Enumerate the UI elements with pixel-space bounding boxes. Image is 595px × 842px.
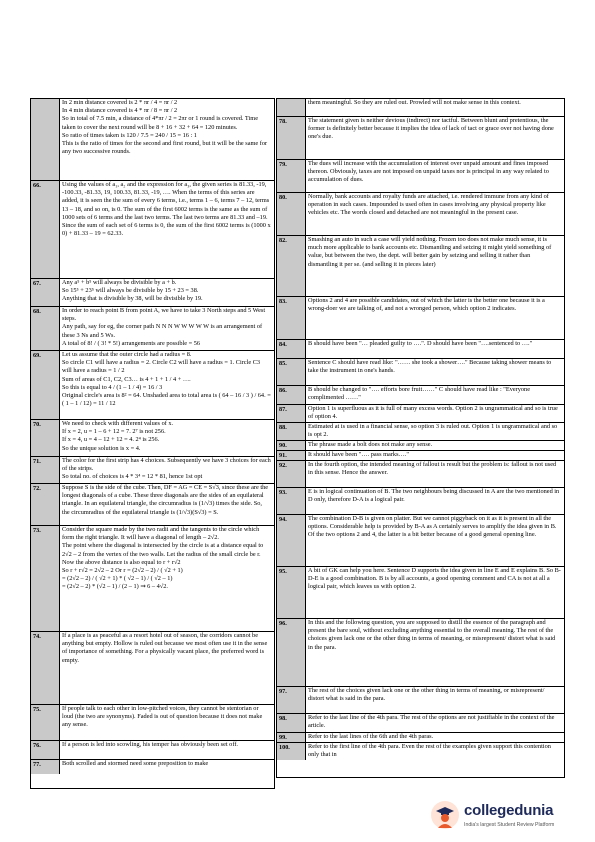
- question-number: 84.: [277, 340, 306, 358]
- question-number: 88.: [277, 423, 306, 440]
- explanation-text: It should have been "…. pass marks….": [308, 451, 409, 458]
- explanation-text: Any a⁵ + b⁵ will always be divisible by a + b. So 15⁵ + 23⁵ will always be divisible by 15 + 23 = 38. Anything that is divisible by 38, will be divisible by 19.: [62, 279, 203, 303]
- explanation-row: [277, 405, 564, 423]
- question-number: 90.: [277, 441, 306, 450]
- explanation-row: [277, 567, 564, 619]
- question-number: 83.: [277, 297, 306, 339]
- explanation-row: [277, 461, 564, 488]
- explanation-text: them meaningful. So they are ruled out. Prowled will not make sense in this context.: [308, 99, 521, 106]
- explanation-row: [31, 279, 274, 307]
- question-number: 67.: [31, 279, 60, 306]
- footer-brand: [430, 798, 590, 838]
- brand-name: collegedunia: [464, 802, 554, 819]
- question-number: 95.: [277, 567, 306, 618]
- question-number: 96.: [277, 619, 306, 686]
- explanation-row: [277, 359, 564, 386]
- brand-tagline: India's largest Student Review Platform: [464, 822, 555, 828]
- explanation-text: Let us assume that the outer circle had a radius = 8. So circle C1 will have a radius = 2. Circle C2 will have a radius = 1. Circle C3 will have a radius = 1 / 2 Sum of areas of C1, C2, C3… is 4 + 1 + 1 / 4 + …. So this is equal to 4 / (1 – 1 / 4) = 16 / 3 Original circle's area is 8² = 64. Unshaded area to total area is ( 64 – 16 / 3 ) / 64. = ( 1 – 1 / 12) = 11 / 12: [62, 351, 271, 408]
- explanation-text: The statement given is neither devious (indirect) nor tactful. Between blunt and pretentious, the former is definitely better because it implies the idea of lack of tact or grace over not having done one's due.: [308, 117, 554, 141]
- explanation-text: Refer to the last line of the 4th para. The rest of the options are not justifiable in the context of the article.: [308, 714, 555, 730]
- explanation-row: [277, 733, 564, 743]
- explanation-row: [31, 181, 274, 279]
- question-number: 86.: [277, 386, 306, 404]
- left-column: [30, 98, 275, 789]
- explanation-row: [31, 526, 274, 632]
- explanation-text: In order to reach point B from point A, we have to take 3 North steps and 5 West steps. Any path, say for eg, the corner path N N N W W W W W is an arrangement of these 3 Ns and 5 Ws. A total of 8! / ( 3! * 5!) arrangements are possible = 56: [62, 307, 266, 347]
- explanation-row: [277, 236, 564, 297]
- question-number: 75.: [31, 705, 60, 740]
- explanation-row: [31, 420, 274, 457]
- explanation-row: [31, 351, 274, 420]
- question-number: 69.: [31, 351, 60, 419]
- explanation-text: In this and the following question, you are supposed to distill the essence of the paragraph and present the bare soul, without excluding anything essential to the overall meaning. The rest of the choices given lack one or the other thing in terms of meaning, or misrepresent/ distort what is said in the para.: [308, 619, 556, 651]
- explanation-text: Smashing an auto in such a case will yield nothing. Frozen too does not make much sense, it is much more applicable to bank accounts etc. Dismantling and seizing it might yield something of value, but between the two, the dept. will better gain by seizing and selling it rather than dismantling it per se. (and selling it in pieces later): [308, 236, 552, 268]
- explanation-row: [31, 457, 274, 484]
- question-number: 73.: [31, 526, 60, 631]
- explanation-row: [277, 193, 564, 236]
- right-column: [276, 98, 565, 778]
- explanation-text: In 2 min distance covered is 2 * πr / 4 = πr / 2 In 4 min distance covered is 4 * πr / 8 = πr / 2 So in total of 7.5 min, a distance of 4*πr / 2 = 2πr or 1 round is covered. Time taken to cover the next round will be 8 + 16 + 32 + 64 = 120 minutes. So ratio of times taken is 120 / 7.5 = 240 / 15 = 16 : 1 This is the ratio of times for the second and first round, but it will be the same for any two successive rounds.: [62, 99, 268, 156]
- explanation-row: [277, 99, 564, 117]
- explanation-text: Refer to the first line of the 4th para. Even the rest of the examples given support this contention only that in: [308, 743, 551, 759]
- question-number: 85.: [277, 359, 306, 385]
- explanation-row: [277, 441, 564, 451]
- question-number: 78.: [277, 117, 306, 159]
- explanation-text: E is in logical continuation of B. The two neighbours being discussed in A are the two mentioned in D only, therefore D-A is a logical pair.: [308, 488, 560, 504]
- graduate-cap-person-icon: [430, 800, 460, 830]
- explanation-row: [31, 307, 274, 351]
- explanation-row: [31, 741, 274, 760]
- explanation-row: [31, 705, 274, 741]
- explanation-row: [277, 160, 564, 193]
- explanation-row: [277, 451, 564, 461]
- explanation-row: [277, 488, 564, 515]
- explanation-row: [277, 386, 564, 405]
- explanation-text: Using the values of a₁, a₂ and the expression for a₃, the given series is 81.33, -19, -100.33, -81.33, 19, 100.33, 81.33, -19, …. When the terms of this series are added, it is seen the the sum of every 6 terms, i.e., terms 1 – 6, terms 7 – 12, terms 13 – 18, and so on, is 0. The sum of the first 6002 terms is the same as the sum of 1000 sets of 6 terms and the last two terms. The last two terms are 81.33 and –19. Since the sum of each set of 6 terms is 0, the sum of the first 6002 terms is (1000 x 0) + 81.33 – 19 = 62.33.: [62, 181, 271, 238]
- explanation-text: Normally, bank accounts and royalty funds are attached, i.e. rendered immune from any kind of operation in such cases. Impounded is used often in cases involving any physical property like vehicles etc. The words closed and detached are not meaningful in the present case.: [308, 193, 549, 217]
- explanation-row: [31, 632, 274, 705]
- question-number: 66.: [31, 181, 60, 278]
- explanation-text: A bit of GK can help you here. Sentence D supports the idea given in line E and E explains B. So B-D-E is a good combination. B is by all accounts, a good opening comment and CA is not at all a logical pair, which leaves us with option 2.: [308, 567, 561, 591]
- explanation-text: If a person is led into scowling, his temper has obviously been set off.: [62, 741, 238, 748]
- explanation-text: The rest of the choices given lack one or the other thing in terms of meaning, or misrepresent/ distort what is said in the para.: [308, 687, 545, 703]
- question-number: 87.: [277, 405, 306, 422]
- question-number: 94.: [277, 515, 306, 566]
- question-number: 82.: [277, 236, 306, 296]
- question-number: 99.: [277, 733, 306, 742]
- explanation-row: [277, 687, 564, 714]
- explanation-text: The combination D-B is given on platter. But we cannot piggyback on it as it is present in all the options. Considerable help is provided by B-A as A certainly serves to amplify the idea given in B. Of the two options 2 and 4, the latter is a bit better because of a good general opening line.: [308, 515, 557, 539]
- question-number: [31, 99, 60, 180]
- question-number: 72.: [31, 484, 60, 525]
- question-number: 79.: [277, 160, 306, 192]
- explanation-text: Refer to the last lines of the 6th and the 4th paras.: [308, 733, 434, 740]
- explanation-text: Consider the square made by the two radii and the tangents to the circle which form the right triangle. It will have a diagonal of length – 2√2. The point where the diagonal is intersected by the circle is at a distance equal to 2√2 – 2 from the vertex of the two walls. Let the radius of the small circle be r. Now the above distance is also equal to r + r√2 So r + r√2 = 2√2 – 2 Or r = (2√2 – 2) / ( √2 + 1) = (2√2 – 2) / ( √2 + 1) * ( √2 – 1) / ( √2 – 1) = (2√2 – 2) * (√2 – 1) / (2 – 1) ⇒ 6 – 4√2.: [62, 526, 264, 591]
- explanation-row: [277, 714, 564, 733]
- explanation-row: [31, 484, 274, 526]
- explanation-text: The color for the first strip has 4 choices. Subsequently we have 3 choices for each of the strips. So total no. of choices is 4 * 3⁴ = 12 * 81, hence 1st opt: [62, 457, 271, 481]
- explanation-text: The dues will increase with the accumulation of interest over unpaid amount and fines imposed thereon. Obviously, taxes are not imposed on unpaid taxes nor is principal in any way related to accumulation of dues.: [308, 160, 549, 184]
- explanation-row: [277, 117, 564, 160]
- explanation-text: B should be changed to "…. efforts bore fruit……" C should have read like : "Everyone complimented ……": [308, 386, 530, 402]
- explanation-text: Suppose S is the side of the cube. Then, DF = AG = CE = S√3, since these are the longest diagonals of a cube. These three diagonals are the sides of an equilateral triangle. In an equilateral triangle, the circumradius is (1/√3) times the side. So, the circumradius of the equilateral triangle is (1/√3)(S√3) = S.: [62, 484, 269, 516]
- question-number: 76.: [31, 741, 60, 759]
- answer-explanations-table: [30, 98, 565, 790]
- explanation-text: Sentence C should have read like: "…… she took a shower…." Because taking shower means to take the instrument in one's hands.: [308, 359, 552, 375]
- question-number: 68.: [31, 307, 60, 350]
- explanation-text: Options 2 and 4 are possible candidates, out of which the latter is the better one because it is a wrong-doer we are talking of, and not a wronged person, which option 2 indicates.: [308, 297, 545, 313]
- question-number: 91.: [277, 451, 306, 460]
- explanation-row: [277, 619, 564, 687]
- explanation-text: Estimated at is used in a financial sense, so option 3 is ruled out. Option 1 is ungrammatical and so is opt 2.: [308, 423, 558, 439]
- explanation-text: We need to check with different values of x. If x = 2, u = 1 – 6 + 12 = 7. 2⁷ is not 256. If x = 4, u = 4 – 12 + 12 = 4. 2⁴ is 256. So the unique solution is x = 4.: [62, 420, 174, 452]
- explanation-text: If a place is as peaceful as a resort hotel out of season, the corridors cannot be anything but empty. Hollow is ruled out because we most often use it in the sense of importance of something. For a physically vacant place, the preferred word is empty.: [62, 632, 268, 664]
- question-number: 77.: [31, 760, 60, 774]
- explanation-text: If people talk to each other in low-pitched voices, they cannot be stentorian or loud (the two are synonyms). Faded is out of question because it does not make any sense.: [62, 705, 263, 729]
- question-number: 98.: [277, 714, 306, 732]
- explanation-text: The phrase made a bolt does not make any sense.: [308, 441, 433, 448]
- explanation-row: [277, 423, 564, 441]
- explanation-row: [277, 515, 564, 567]
- question-number: 80.: [277, 193, 306, 235]
- explanation-row: [31, 760, 274, 774]
- question-number: 97.: [277, 687, 306, 713]
- question-number: [277, 99, 306, 116]
- question-number: 92.: [277, 461, 306, 487]
- question-number: 74.: [31, 632, 60, 704]
- question-number: 93.: [277, 488, 306, 514]
- explanation-row: [31, 99, 274, 181]
- explanation-row: [277, 340, 564, 359]
- explanation-text: In the fourth option, the intended meaning of fallout is result but the problem is: fallout is not used in this sense. Hence the answer.: [308, 461, 557, 477]
- question-number: 71.: [31, 457, 60, 483]
- explanation-row: [277, 743, 564, 760]
- question-number: 100.: [277, 743, 306, 760]
- explanation-row: [277, 297, 564, 340]
- question-number: 70.: [31, 420, 60, 456]
- explanation-text: Both scrolled and stormed need some preposition to make: [62, 760, 209, 767]
- explanation-text: Option 1 is superfluous as it is full of many excess words. Option 2 is ungrammatical and so is true of option 4.: [308, 405, 558, 421]
- explanation-text: B should have been "… pleaded guilty to ….". D should have been "….sentenced to ….": [308, 340, 533, 347]
